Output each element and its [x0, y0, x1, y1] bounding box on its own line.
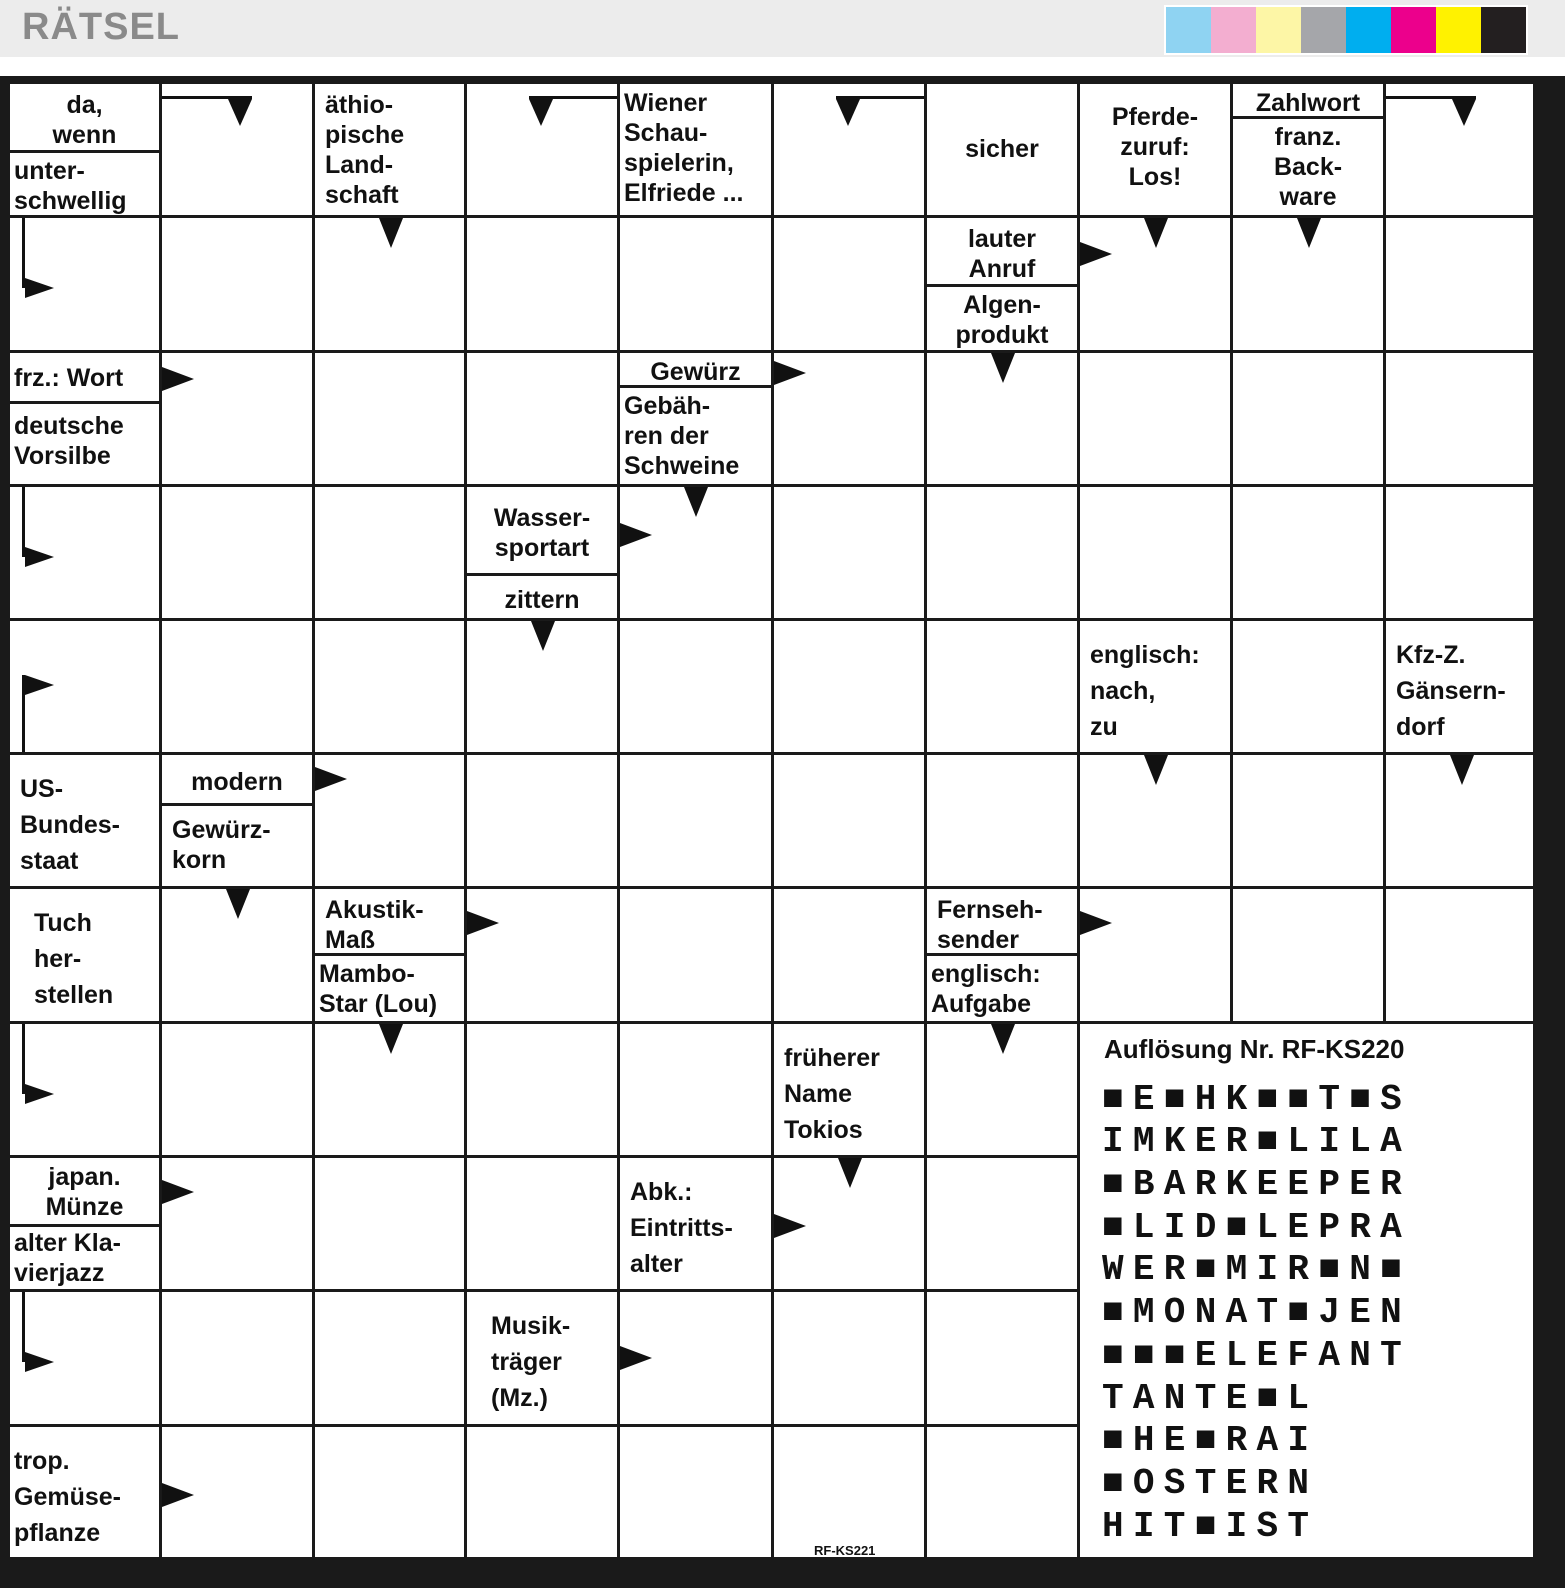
grid-cell[interactable] — [315, 1292, 464, 1424]
grid-cell[interactable] — [10, 889, 159, 1021]
grid-cell[interactable] — [467, 353, 617, 484]
grid-cell[interactable] — [620, 1024, 771, 1155]
grid-cell[interactable] — [10, 1158, 159, 1289]
grid-cell[interactable] — [1080, 755, 1230, 886]
grid-cell[interactable] — [1080, 84, 1230, 215]
clue-text: Akustik- Maß — [325, 896, 424, 954]
grid-cell[interactable] — [467, 621, 617, 752]
solution-row: ■MONAT■JEN — [1102, 1292, 1412, 1333]
clue-text: frz.: Wort — [14, 364, 124, 392]
grid-cell[interactable] — [774, 621, 924, 752]
arrow-right-icon — [467, 911, 557, 991]
grid-cell[interactable] — [620, 1158, 771, 1289]
clue-text: englisch: Aufgabe — [931, 960, 1041, 1018]
arrow-right-icon — [22, 1024, 112, 1104]
grid-cell[interactable] — [10, 755, 159, 886]
grid-cell[interactable] — [1233, 889, 1383, 1021]
grid-cell[interactable] — [927, 1024, 1077, 1155]
clue-text: Zahlwort — [1255, 89, 1361, 117]
clue-text: US- Bundes- staat — [20, 775, 120, 875]
arrow-right-icon — [162, 1180, 252, 1260]
grid-cell[interactable] — [315, 218, 464, 350]
grid-cell[interactable] — [162, 1024, 312, 1155]
grid-cell[interactable] — [315, 889, 464, 1021]
clue-text: Fernseh- sender — [937, 896, 1043, 954]
solution-row: HIT■IST — [1102, 1506, 1319, 1547]
grid-cell[interactable] — [162, 755, 312, 886]
grid-cell[interactable] — [162, 1158, 312, 1289]
grid-cell[interactable] — [10, 487, 159, 618]
grid-cell[interactable] — [10, 621, 159, 752]
grid-cell[interactable] — [927, 1292, 1077, 1424]
clue-text: englisch: nach, zu — [1090, 641, 1200, 741]
grid-cell[interactable] — [1233, 621, 1383, 752]
grid-cell[interactable] — [774, 218, 924, 350]
grid-cell[interactable] — [315, 1158, 464, 1289]
arrow-down-icon — [1450, 755, 1533, 835]
solution-title: Auflösung Nr. RF-KS220 — [1104, 1034, 1405, 1064]
arrow-down-icon — [379, 218, 464, 298]
arrow-down-icon — [1297, 218, 1383, 298]
solution-row: WER■MIR■N■ — [1102, 1249, 1412, 1290]
arrow-right-icon — [22, 218, 112, 298]
clue-text: Wasser- sportart — [493, 504, 591, 562]
grid-cell[interactable] — [162, 621, 312, 752]
grid-cell[interactable] — [927, 84, 1077, 215]
grid-cell[interactable] — [1386, 889, 1533, 1021]
grid-cell[interactable] — [927, 1427, 1077, 1557]
grid-cell[interactable] — [10, 218, 159, 350]
grid-cell[interactable] — [620, 353, 771, 484]
grid-cell[interactable] — [1233, 84, 1383, 215]
grid-cell[interactable] — [315, 487, 464, 618]
grid-cell[interactable] — [1386, 84, 1533, 215]
color-swatch-yellow — [1436, 7, 1481, 53]
grid-cell[interactable] — [10, 1024, 159, 1155]
grid-cell[interactable] — [162, 84, 312, 215]
grid-cell[interactable] — [774, 1292, 924, 1424]
grid-cell[interactable] — [162, 487, 312, 618]
clue-text: Algen- produkt — [955, 291, 1049, 349]
grid-cell[interactable] — [774, 84, 924, 215]
clue-text: Gewürz- korn — [172, 816, 271, 874]
grid-cell[interactable] — [927, 487, 1077, 618]
grid-cell[interactable] — [620, 218, 771, 350]
color-swatch-gray — [1301, 7, 1346, 53]
grid-cell[interactable] — [927, 889, 1077, 1021]
clue-text: franz. Back- ware — [1273, 123, 1343, 211]
arrow-right-icon — [162, 1483, 252, 1557]
grid-cell[interactable] — [927, 353, 1077, 484]
grid-cell[interactable] — [315, 1024, 464, 1155]
solution-row: TANTE■L — [1102, 1378, 1319, 1419]
clue-divider — [467, 573, 617, 576]
solution-row: ■LID■LEPRA — [1102, 1207, 1412, 1248]
grid-cell[interactable] — [774, 889, 924, 1021]
grid-cell[interactable] — [620, 755, 771, 886]
clue-text: Gebäh- ren der Schweine — [624, 392, 740, 480]
grid-cell[interactable] — [10, 1292, 159, 1424]
arrow-right-icon — [529, 96, 617, 176]
clue-divider — [10, 401, 159, 404]
color-swatch-cyan — [1346, 7, 1391, 53]
solution-row: ■E■HK■■T■S — [1102, 1079, 1412, 1120]
grid-cell[interactable] — [620, 621, 771, 752]
clue-text: alter Kla- vierjazz — [14, 1229, 121, 1287]
clue-text: Musik- träger (Mz.) — [491, 1312, 571, 1412]
grid-cell[interactable] — [467, 487, 617, 618]
grid-cell[interactable] — [1080, 889, 1230, 1021]
grid-cell[interactable] — [774, 755, 924, 886]
grid-cell[interactable] — [1080, 487, 1230, 618]
arrow-down-icon — [1144, 755, 1230, 835]
grid-cell[interactable] — [162, 353, 312, 484]
clue-text: Wiener Schau- spielerin, Elfriede ... — [624, 89, 744, 207]
grid-cell[interactable] — [774, 1158, 924, 1289]
arrow-down-icon — [531, 621, 617, 701]
color-swatch-light-cyan — [1166, 7, 1211, 53]
arrow-right-icon — [22, 675, 112, 752]
grid-cell[interactable] — [1386, 487, 1533, 618]
clue-divider — [10, 150, 159, 153]
grid-cell[interactable] — [927, 218, 1077, 350]
grid-cell[interactable] — [467, 755, 617, 886]
clue-text: äthio- pische Land- schaft — [325, 91, 405, 209]
grid-cell[interactable] — [467, 1158, 617, 1289]
clue-text: lauter Anruf — [967, 225, 1037, 283]
solution-row: ■OSTERN — [1102, 1463, 1319, 1504]
grid-cell[interactable] — [315, 621, 464, 752]
grid-cell[interactable] — [1080, 218, 1230, 350]
grid-cell[interactable] — [162, 1427, 312, 1557]
arrow-right-icon — [836, 96, 924, 176]
grid-cell[interactable] — [162, 1292, 312, 1424]
grid-cell[interactable] — [1233, 755, 1383, 886]
grid-cell[interactable] — [1080, 353, 1230, 484]
color-swatch-magenta — [1391, 7, 1436, 53]
arrow-right-icon — [162, 367, 252, 447]
grid-cell[interactable] — [774, 1427, 924, 1557]
clue-text: da, wenn — [52, 91, 117, 149]
grid-cell[interactable] — [620, 1427, 771, 1557]
grid-cell[interactable] — [467, 889, 617, 1021]
puzzle-code: RF-KS221 — [814, 1543, 876, 1558]
solution-row: ■BARKEEPER — [1102, 1164, 1412, 1205]
grid-cell[interactable] — [620, 889, 771, 1021]
grid-cell[interactable] — [620, 487, 771, 618]
arrow-down-icon — [991, 1024, 1077, 1104]
grid-cell[interactable] — [927, 755, 1077, 886]
grid-cell[interactable] — [315, 353, 464, 484]
clue-divider — [927, 284, 1077, 287]
grid-cell[interactable] — [927, 621, 1077, 752]
arrow-right-icon — [620, 523, 710, 603]
arrow-right-icon — [620, 1346, 710, 1424]
grid-cell[interactable] — [774, 353, 924, 484]
grid-cell[interactable] — [774, 487, 924, 618]
solution-row: ■■■ELEFANT — [1102, 1335, 1412, 1376]
grid-cell[interactable] — [315, 84, 464, 215]
arrow-right-icon — [1080, 911, 1170, 991]
grid-cell[interactable] — [620, 1292, 771, 1424]
grid-cell[interactable] — [1386, 218, 1533, 350]
color-swatch-light-yellow — [1256, 7, 1301, 53]
grid-cell[interactable] — [927, 1158, 1077, 1289]
clue-text: deutsche Vorsilbe — [14, 412, 124, 470]
grid-cell[interactable] — [620, 84, 771, 215]
arrow-right-icon — [315, 767, 405, 847]
header-bar — [0, 0, 1565, 57]
grid-cell[interactable] — [467, 1427, 617, 1557]
clue-text: unter- schwellig — [14, 157, 127, 215]
grid-cell[interactable] — [467, 1292, 617, 1424]
grid-cell[interactable] — [774, 1024, 924, 1155]
color-calibration-bar — [1164, 5, 1528, 55]
page-title: RÄTSEL — [22, 6, 180, 48]
grid-cell[interactable] — [1386, 353, 1533, 484]
arrow-right-icon — [774, 361, 864, 441]
clue-text: sicher — [965, 135, 1039, 163]
grid-cell[interactable] — [1233, 218, 1383, 350]
solution-row: ■HE■RAI — [1102, 1420, 1319, 1461]
clue-divider — [162, 803, 312, 806]
color-swatch-light-magenta — [1211, 7, 1256, 53]
clue-text: zittern — [504, 586, 580, 614]
grid-cell[interactable] — [315, 755, 464, 886]
grid-cell[interactable] — [315, 1427, 464, 1557]
clue-text: Abk.: Eintritts- alter — [630, 1178, 733, 1278]
grid-cell[interactable] — [162, 889, 312, 1021]
clue-text: Kfz-Z. Gänsern- dorf — [1396, 641, 1506, 741]
clue-text: Gewürz — [650, 358, 741, 386]
grid-cell[interactable] — [467, 1024, 617, 1155]
clue-text: Mambo- Star (Lou) — [319, 960, 438, 1018]
grid-cell[interactable] — [1233, 487, 1383, 618]
grid-cell[interactable] — [10, 353, 159, 484]
clue-text: früherer Name Tokios — [784, 1044, 880, 1144]
arrow-down-icon — [991, 353, 1077, 433]
arrow-down-icon — [379, 1024, 464, 1104]
grid-cell[interactable] — [467, 218, 617, 350]
clue-text: modern — [191, 768, 283, 796]
clue-text: trop. Gemüse- pflanze — [14, 1447, 121, 1547]
arrow-right-icon — [774, 1214, 864, 1289]
grid-cell[interactable] — [467, 84, 617, 215]
clue-text: Pferde- zuruf: Los! — [1111, 103, 1199, 191]
clue-text: Tuch her- stellen — [34, 909, 114, 1009]
grid-cell[interactable] — [1386, 755, 1533, 886]
grid-cell[interactable] — [10, 84, 159, 215]
arrow-right-icon — [22, 1292, 112, 1372]
grid-cell[interactable] — [1233, 353, 1383, 484]
arrow-down-icon — [162, 96, 252, 176]
arrow-right-icon — [22, 487, 112, 567]
color-swatch-black — [1481, 7, 1526, 53]
grid-cell[interactable] — [10, 1427, 159, 1557]
solution-row: IMKER■LILA — [1102, 1121, 1412, 1162]
clue-text: japan. Münze — [45, 1163, 124, 1221]
arrow-down-icon — [226, 889, 312, 969]
arrow-down-icon — [1386, 96, 1476, 176]
grid-cell[interactable] — [1386, 621, 1533, 752]
grid-cell[interactable] — [1080, 621, 1230, 752]
grid-cell[interactable] — [162, 218, 312, 350]
arrow-right-icon — [1080, 242, 1170, 322]
